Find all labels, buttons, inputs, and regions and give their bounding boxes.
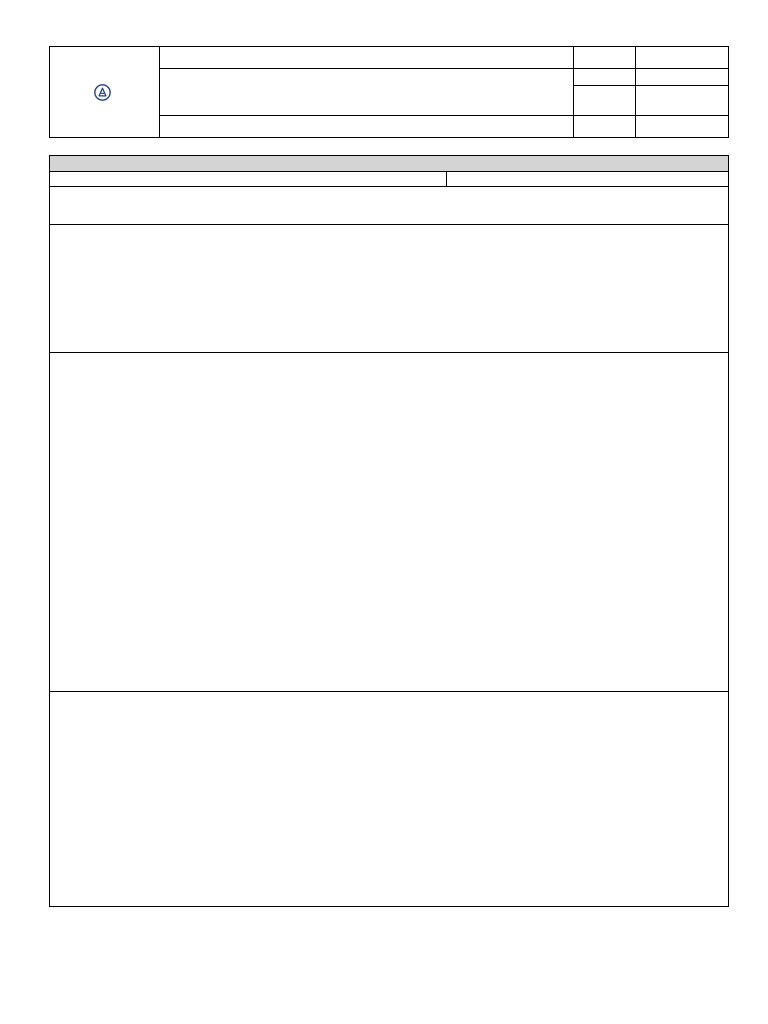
general-information-section: [49, 155, 729, 907]
company-logo: [50, 84, 159, 101]
codigo-label: [574, 47, 636, 69]
version-value: [636, 69, 729, 86]
work-scope: [50, 187, 728, 225]
gerencia-field: [50, 172, 447, 186]
section-title: [50, 156, 728, 172]
document-header: [49, 46, 729, 138]
area-field: [447, 172, 728, 186]
codigo-value: [636, 47, 729, 69]
responsibilities-block: [50, 225, 728, 353]
section-divider: [50, 691, 728, 692]
equipment-label: [50, 353, 728, 366]
logo-cell: [50, 47, 160, 138]
pagina-label: [574, 115, 636, 137]
pagina-value: [636, 115, 729, 137]
management-area-row: [50, 172, 728, 187]
doc-title: [159, 69, 573, 116]
fecha-value: [636, 86, 729, 115]
doc-type: [159, 47, 573, 69]
company-name: [159, 115, 573, 137]
version-label: [574, 69, 636, 86]
anglo-american-logo-icon: [94, 84, 111, 101]
fecha-label: [574, 86, 636, 115]
